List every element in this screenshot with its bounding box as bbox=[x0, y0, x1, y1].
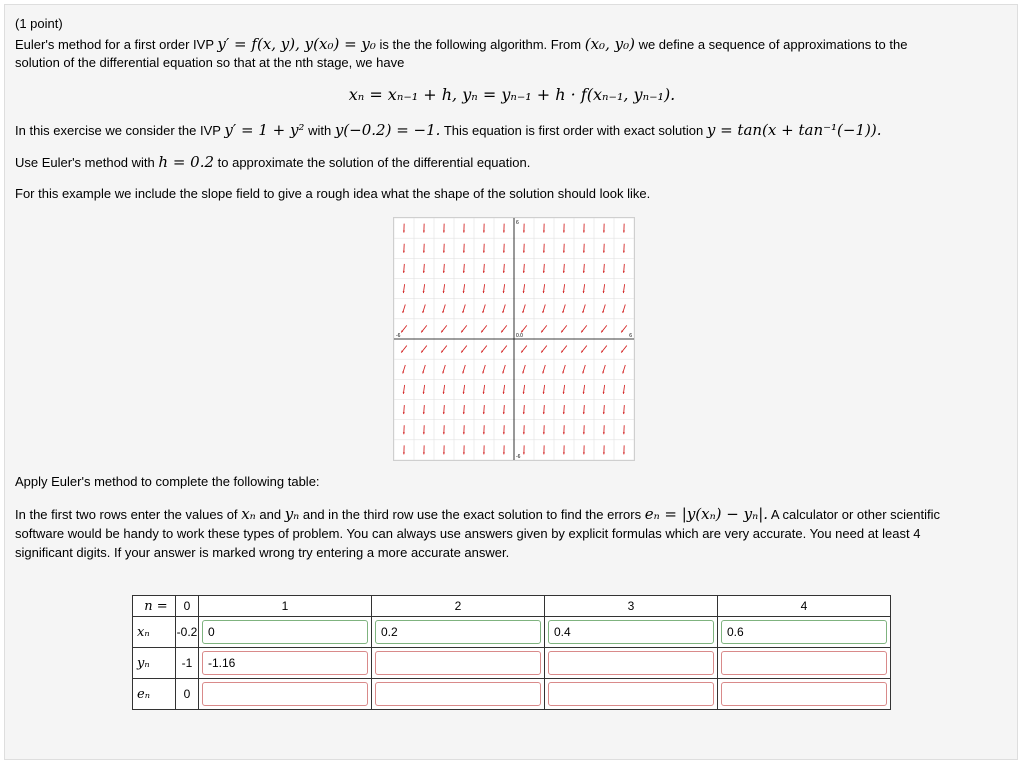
slope-arrow bbox=[463, 284, 465, 293]
slope-arrow bbox=[583, 244, 585, 253]
slope-arrow bbox=[403, 425, 405, 434]
slope-arrow bbox=[503, 264, 505, 273]
y-0: -1 bbox=[176, 648, 199, 679]
y-2-cell bbox=[372, 648, 545, 679]
slope-arrow bbox=[403, 284, 405, 293]
slope-arrow bbox=[583, 425, 585, 434]
slope-field-text: For this example we include the slope field to give a rough idea what the shape of the solution should look like. bbox=[15, 186, 651, 201]
slope-arrow bbox=[541, 346, 547, 353]
slope-arrow bbox=[443, 264, 445, 273]
slope-arrow bbox=[401, 346, 407, 353]
y-min-label: -6 bbox=[516, 454, 521, 460]
slope-arrow bbox=[563, 224, 565, 233]
slope-arrow bbox=[443, 425, 445, 434]
y-3-cell bbox=[545, 648, 718, 679]
slope-arrow bbox=[482, 304, 485, 313]
e-0: 0 bbox=[176, 679, 199, 710]
slope-arrow bbox=[623, 284, 625, 293]
slope-arrow bbox=[463, 425, 465, 434]
slope-arrow bbox=[623, 224, 625, 233]
x-2-cell bbox=[372, 617, 545, 648]
slope-arrow bbox=[523, 264, 525, 273]
slope-arrow bbox=[623, 264, 625, 273]
slope-arrow bbox=[562, 365, 565, 374]
slope-arrow bbox=[502, 365, 505, 374]
y-max-label: 6 bbox=[516, 220, 519, 226]
e-label: eₙ bbox=[133, 679, 176, 710]
intro-line-2: solution of the differential equation so that at the nth stage, we have bbox=[15, 55, 405, 70]
slope-arrow bbox=[523, 445, 525, 454]
euler-formula-text: xₙ = xₙ₋₁ + h, yₙ = yₙ₋₁ + h · f(xₙ₋₁, yₙ₋₁). bbox=[348, 85, 676, 104]
table-row-n bbox=[133, 596, 891, 617]
slope-arrow bbox=[503, 385, 505, 394]
slope-arrow bbox=[542, 304, 545, 313]
slope-arrow bbox=[443, 405, 445, 414]
slope-arrow bbox=[583, 445, 585, 454]
n-2: 2 bbox=[372, 596, 545, 617]
slope-arrow bbox=[423, 405, 425, 414]
y-3-input[interactable] bbox=[548, 651, 714, 675]
ode-equation: y′ = 1 + y² bbox=[224, 121, 305, 139]
instructions-line-2: software would be handy to work these types of problem. You can always use answers given by explicit formulas which are very accurate. You need at least 4 bbox=[15, 526, 921, 541]
slope-field-svg bbox=[394, 218, 634, 460]
slope-arrow bbox=[623, 425, 625, 434]
instr-text-c: A calculator or other scientific bbox=[770, 507, 940, 522]
y-4-input[interactable] bbox=[721, 651, 887, 675]
slope-arrow bbox=[603, 385, 605, 394]
slope-arrow bbox=[563, 244, 565, 253]
slope-arrow bbox=[601, 346, 607, 353]
exercise-text-c: This equation is first order with exact solution bbox=[443, 123, 704, 138]
slope-arrow bbox=[602, 304, 605, 313]
slope-arrow bbox=[541, 325, 547, 332]
origin-label: 0.0 bbox=[516, 333, 523, 339]
e-4-cell bbox=[718, 679, 891, 710]
slope-arrow bbox=[483, 385, 485, 394]
points-label: (1 point) bbox=[15, 16, 63, 31]
slope-arrow bbox=[623, 445, 625, 454]
slope-arrow bbox=[423, 425, 425, 434]
slope-arrow bbox=[542, 365, 545, 374]
slope-arrow bbox=[521, 325, 527, 332]
slope-arrow bbox=[623, 385, 625, 394]
slope-arrow bbox=[443, 385, 445, 394]
n-0: 0 bbox=[176, 596, 199, 617]
slope-arrow bbox=[543, 264, 545, 273]
slope-arrow bbox=[603, 224, 605, 233]
instr-and: and bbox=[259, 507, 282, 522]
x-4-cell bbox=[718, 617, 891, 648]
e-1-input[interactable] bbox=[202, 682, 368, 706]
slope-arrow bbox=[403, 385, 405, 394]
slope-arrow bbox=[423, 244, 425, 253]
slope-arrow bbox=[421, 325, 427, 332]
step-size: h = 0.2 bbox=[158, 153, 215, 171]
slope-arrow bbox=[503, 425, 505, 434]
slope-arrow bbox=[443, 224, 445, 233]
apply-text: Apply Euler's method to complete the following table: bbox=[15, 474, 320, 489]
exercise-line bbox=[15, 121, 881, 139]
slope-arrow bbox=[442, 365, 445, 374]
use-euler-text-b: to approximate the solution of the differential equation. bbox=[217, 155, 531, 170]
slope-arrow bbox=[523, 405, 525, 414]
slope-arrow bbox=[402, 365, 405, 374]
slope-arrow bbox=[463, 445, 465, 454]
slope-arrow bbox=[523, 284, 525, 293]
n-3: 3 bbox=[545, 596, 718, 617]
slope-arrow bbox=[601, 325, 607, 332]
slope-arrow bbox=[583, 224, 585, 233]
slope-arrow bbox=[403, 445, 405, 454]
slope-arrow bbox=[443, 244, 445, 253]
e-3-input[interactable] bbox=[548, 682, 714, 706]
slope-arrow bbox=[423, 284, 425, 293]
x-1-cell bbox=[199, 617, 372, 648]
slope-arrow bbox=[422, 304, 425, 313]
e-2-cell bbox=[372, 679, 545, 710]
slope-arrow bbox=[563, 405, 565, 414]
problem-panel bbox=[4, 4, 1018, 760]
x-3-input[interactable]: 0.4 bbox=[548, 620, 714, 644]
slope-arrow bbox=[543, 385, 545, 394]
instr-text-a: In the first two rows enter the values of bbox=[15, 507, 238, 522]
slope-arrow bbox=[623, 244, 625, 253]
slope-arrow bbox=[463, 264, 465, 273]
slope-arrow bbox=[403, 405, 405, 414]
slope-arrow bbox=[623, 405, 625, 414]
slope-arrow bbox=[603, 425, 605, 434]
slope-arrow bbox=[483, 445, 485, 454]
slope-arrow bbox=[622, 365, 625, 374]
slope-arrow bbox=[463, 244, 465, 253]
slope-arrow bbox=[443, 284, 445, 293]
e-2-input[interactable] bbox=[375, 682, 541, 706]
x-1-input[interactable]: 0 bbox=[202, 620, 368, 644]
slope-arrow bbox=[603, 264, 605, 273]
slope-arrow bbox=[581, 325, 587, 332]
slope-arrow bbox=[402, 304, 405, 313]
initial-point: (x₀, y₀) bbox=[584, 35, 635, 53]
slope-arrow bbox=[441, 325, 447, 332]
slope-arrow bbox=[543, 405, 545, 414]
slope-arrow bbox=[481, 346, 487, 353]
slope-arrow bbox=[582, 304, 585, 313]
slope-arrow bbox=[403, 264, 405, 273]
slope-arrow bbox=[422, 365, 425, 374]
slope-arrow bbox=[523, 385, 525, 394]
slope-arrow bbox=[583, 405, 585, 414]
slope-arrow bbox=[561, 325, 567, 332]
exercise-text-b: with bbox=[308, 123, 332, 138]
slope-field-plot bbox=[393, 217, 635, 461]
intro-line-1 bbox=[15, 35, 907, 53]
x-3-cell bbox=[545, 617, 718, 648]
e-1-cell bbox=[199, 679, 372, 710]
slope-arrow bbox=[561, 346, 567, 353]
slope-arrow bbox=[543, 445, 545, 454]
slope-arrow bbox=[563, 445, 565, 454]
use-euler-text-a: Use Euler's method with bbox=[15, 155, 155, 170]
slope-arrow bbox=[463, 385, 465, 394]
slope-arrow bbox=[603, 244, 605, 253]
n-label: n = bbox=[133, 596, 176, 617]
slope-arrow bbox=[421, 346, 427, 353]
intro-text-c: we define a sequence of approximations to the bbox=[638, 37, 908, 52]
slope-arrow bbox=[603, 445, 605, 454]
n-1: 1 bbox=[199, 596, 372, 617]
e-3-cell bbox=[545, 679, 718, 710]
x-max-label: 6 bbox=[629, 333, 632, 339]
instr-yn: yₙ bbox=[284, 505, 300, 523]
slope-arrow bbox=[443, 445, 445, 454]
slope-arrow bbox=[462, 365, 465, 374]
slope-arrow bbox=[563, 284, 565, 293]
euler-formula bbox=[5, 85, 1019, 104]
slope-arrow bbox=[401, 325, 407, 332]
slope-arrow bbox=[583, 264, 585, 273]
intro-text-b: is the the following algorithm. From bbox=[379, 37, 582, 52]
slope-arrow bbox=[483, 425, 485, 434]
slope-arrow bbox=[482, 365, 485, 374]
euler-table bbox=[132, 595, 891, 710]
slope-arrow bbox=[543, 425, 545, 434]
slope-arrow bbox=[501, 346, 507, 353]
slope-arrow bbox=[583, 284, 585, 293]
slope-arrow bbox=[423, 445, 425, 454]
slope-arrow bbox=[503, 284, 505, 293]
slope-arrow bbox=[481, 325, 487, 332]
x-2-input[interactable]: 0.2 bbox=[375, 620, 541, 644]
slope-arrow bbox=[442, 304, 445, 313]
slope-arrow bbox=[603, 284, 605, 293]
slope-arrow bbox=[463, 224, 465, 233]
slope-arrow bbox=[403, 224, 405, 233]
table-row-y bbox=[133, 648, 891, 679]
instructions-line-3: significant digits. If your answer is marked wrong try entering a more accurate answer. bbox=[15, 545, 510, 560]
exercise-text-a: In this exercise we consider the IVP bbox=[15, 123, 221, 138]
ivp-equation: y′ = f(x, y), y(x₀) = y₀ bbox=[217, 35, 376, 53]
slope-arrow bbox=[502, 304, 505, 313]
y-label: yₙ bbox=[133, 648, 176, 679]
slope-arrow bbox=[523, 425, 525, 434]
slope-arrow bbox=[621, 325, 627, 332]
slope-arrow bbox=[521, 346, 527, 353]
slope-arrow bbox=[503, 224, 505, 233]
e-4-input[interactable] bbox=[721, 682, 887, 706]
instr-xn: xₙ bbox=[241, 505, 256, 523]
slope-arrow bbox=[563, 385, 565, 394]
slope-arrow bbox=[621, 346, 627, 353]
slope-arrow bbox=[583, 385, 585, 394]
table-row-x bbox=[133, 617, 891, 648]
table-row-e bbox=[133, 679, 891, 710]
slope-arrow bbox=[581, 346, 587, 353]
slope-arrow bbox=[582, 365, 585, 374]
instructions-line-1 bbox=[15, 505, 940, 523]
slope-arrow bbox=[602, 365, 605, 374]
y-4-cell bbox=[718, 648, 891, 679]
slope-arrow bbox=[543, 284, 545, 293]
slope-arrow bbox=[563, 425, 565, 434]
slope-arrow bbox=[463, 405, 465, 414]
slope-arrow bbox=[522, 304, 525, 313]
slope-arrow bbox=[483, 284, 485, 293]
slope-arrow bbox=[503, 445, 505, 454]
slope-arrow bbox=[603, 405, 605, 414]
slope-arrow bbox=[483, 264, 485, 273]
slope-arrow bbox=[441, 346, 447, 353]
slope-arrow bbox=[461, 325, 467, 332]
slope-arrow bbox=[543, 224, 545, 233]
slope-arrow bbox=[423, 224, 425, 233]
slope-arrow bbox=[461, 346, 467, 353]
slope-arrow bbox=[503, 405, 505, 414]
x-0: -0.2 bbox=[176, 617, 199, 648]
slope-arrow bbox=[523, 244, 525, 253]
slope-arrow bbox=[403, 244, 405, 253]
instr-text-b: and in the third row use the exact solution to find the errors bbox=[302, 507, 642, 522]
y-1-input[interactable]: -1.16 bbox=[202, 651, 368, 675]
y-2-input[interactable] bbox=[375, 651, 541, 675]
slope-arrow bbox=[543, 244, 545, 253]
slope-arrow bbox=[483, 405, 485, 414]
slope-arrow bbox=[523, 224, 525, 233]
slope-arrow bbox=[563, 264, 565, 273]
slope-arrow bbox=[522, 365, 525, 374]
slope-arrow bbox=[562, 304, 565, 313]
slope-arrow bbox=[462, 304, 465, 313]
slope-arrow bbox=[622, 304, 625, 313]
x-label: xₙ bbox=[133, 617, 176, 648]
slope-arrow bbox=[501, 325, 507, 332]
slope-arrow bbox=[483, 244, 485, 253]
initial-condition: y(−0.2) = −1. bbox=[334, 121, 441, 139]
n-4: 4 bbox=[718, 596, 891, 617]
x-4-input[interactable]: 0.6 bbox=[721, 620, 887, 644]
intro-text-a: Euler's method for a first order IVP bbox=[15, 37, 214, 52]
slope-arrow bbox=[423, 264, 425, 273]
use-euler-line bbox=[15, 153, 530, 171]
slope-arrow bbox=[423, 385, 425, 394]
slope-arrow bbox=[503, 244, 505, 253]
y-1-cell bbox=[199, 648, 372, 679]
slope-arrow bbox=[483, 224, 485, 233]
x-min-label: -6 bbox=[396, 333, 401, 339]
exact-solution: y = tan(x + tan⁻¹(−1)). bbox=[706, 121, 882, 139]
error-formula: eₙ = |y(xₙ) − yₙ|. bbox=[644, 505, 769, 523]
